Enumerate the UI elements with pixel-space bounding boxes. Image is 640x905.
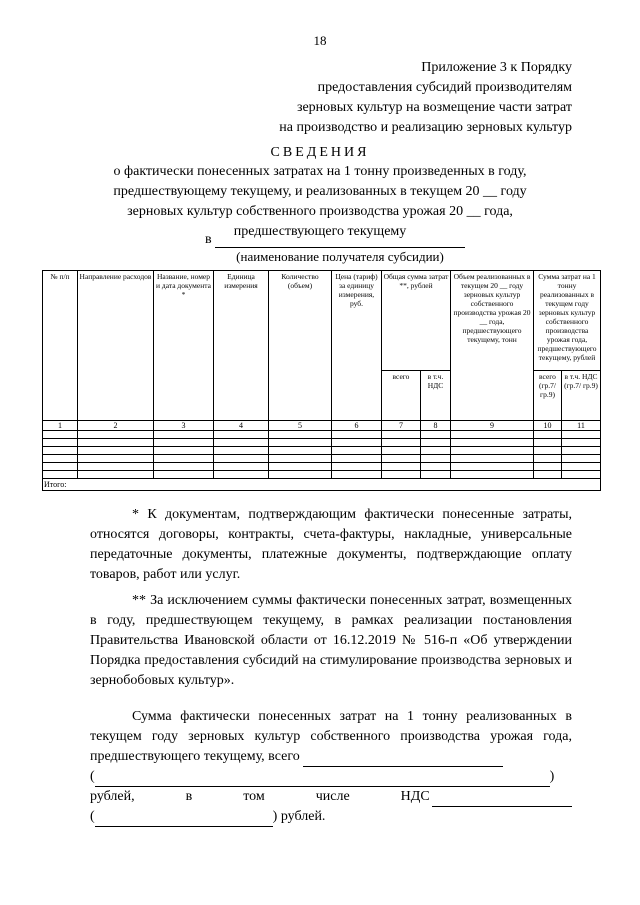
recipient-prefix: в bbox=[205, 232, 212, 247]
table-cell[interactable] bbox=[421, 439, 451, 447]
subtitle-line: предшествующему текущему, и реализованных в текущем 20 __ году bbox=[113, 184, 527, 199]
table-cell[interactable] bbox=[154, 471, 214, 479]
table-cell[interactable] bbox=[534, 447, 562, 455]
table-cell[interactable] bbox=[214, 431, 269, 439]
table-cell[interactable] bbox=[421, 431, 451, 439]
vat-words-line bbox=[90, 807, 572, 827]
table-cell[interactable] bbox=[332, 447, 382, 455]
subtitle-line: предшествующего текущему bbox=[233, 224, 407, 239]
header-cell: № п/п bbox=[43, 271, 78, 421]
table-cell[interactable] bbox=[534, 455, 562, 463]
expenses-table bbox=[42, 270, 601, 491]
table-cell[interactable] bbox=[269, 455, 332, 463]
column-number: 6 bbox=[332, 421, 382, 431]
table-cell[interactable] bbox=[534, 439, 562, 447]
header-cell: Название, номер и дата документа * bbox=[154, 271, 214, 421]
table-cell[interactable] bbox=[43, 439, 78, 447]
table-cell[interactable] bbox=[269, 471, 332, 479]
table-cell[interactable] bbox=[451, 431, 534, 439]
table-cell[interactable] bbox=[534, 431, 562, 439]
table-cell[interactable] bbox=[421, 463, 451, 471]
table-cell[interactable] bbox=[332, 471, 382, 479]
table-row bbox=[43, 431, 601, 439]
header-cell: Общая сумма затрат **, рублей bbox=[382, 271, 451, 371]
vat-blank[interactable] bbox=[432, 793, 572, 807]
header-cell: Объем реализованных в текущем 20 __ году зерновых культур собственного производства урожая 20 __ года, предшествующего текущему, тонн bbox=[451, 271, 534, 421]
total-words-line bbox=[90, 767, 572, 787]
table-cell[interactable] bbox=[43, 463, 78, 471]
vat-line bbox=[90, 787, 572, 807]
recipient-label: (наименование получателя субсидии) bbox=[236, 249, 444, 264]
table-cell[interactable] bbox=[43, 455, 78, 463]
table-cell[interactable] bbox=[78, 447, 154, 455]
table-cell[interactable] bbox=[214, 439, 269, 447]
vat-words-blank[interactable] bbox=[95, 813, 273, 827]
header-cell: всего (гр.7/ гр.9) bbox=[534, 371, 562, 421]
table-cell[interactable] bbox=[451, 463, 534, 471]
table-cell[interactable] bbox=[332, 463, 382, 471]
column-number: 3 bbox=[154, 421, 214, 431]
table-cell[interactable] bbox=[269, 439, 332, 447]
table-cell[interactable] bbox=[78, 455, 154, 463]
table-cell[interactable] bbox=[154, 439, 214, 447]
table-cell[interactable] bbox=[43, 447, 78, 455]
table-cell[interactable] bbox=[562, 439, 601, 447]
table-cell[interactable] bbox=[534, 463, 562, 471]
table-cell[interactable] bbox=[451, 471, 534, 479]
total-blank[interactable] bbox=[303, 753, 503, 767]
column-number: 9 bbox=[451, 421, 534, 431]
header-cell: в т.ч. НДС (гр.7/ гр.9) bbox=[562, 371, 601, 421]
table-cell[interactable] bbox=[154, 463, 214, 471]
table-cell[interactable] bbox=[421, 455, 451, 463]
column-number: 8 bbox=[421, 421, 451, 431]
table-cell[interactable] bbox=[382, 471, 421, 479]
table-cell[interactable] bbox=[332, 439, 382, 447]
appendix-line: на производство и реализацию зерновых культур bbox=[279, 120, 572, 135]
table-cell[interactable] bbox=[562, 447, 601, 455]
table-cell[interactable] bbox=[332, 455, 382, 463]
column-number: 10 bbox=[534, 421, 562, 431]
table-row bbox=[43, 455, 601, 463]
table-cell[interactable] bbox=[562, 463, 601, 471]
document-subtitle bbox=[80, 162, 560, 242]
table-cell[interactable] bbox=[269, 447, 332, 455]
header-cell: в т.ч. НДС bbox=[421, 371, 451, 421]
table-cell[interactable] bbox=[43, 471, 78, 479]
table-cell[interactable] bbox=[214, 463, 269, 471]
table-cell[interactable] bbox=[214, 447, 269, 455]
column-number: 7 bbox=[382, 421, 421, 431]
header-cell: Направление расходов bbox=[78, 271, 154, 421]
recipient-blank bbox=[215, 234, 465, 248]
table-cell[interactable] bbox=[562, 431, 601, 439]
column-number-row bbox=[43, 421, 601, 431]
column-number: 1 bbox=[43, 421, 78, 431]
notes-section bbox=[90, 505, 572, 827]
table-cell[interactable] bbox=[269, 431, 332, 439]
table-cell[interactable] bbox=[382, 447, 421, 455]
subtitle-line: зерновых культур собственного производства урожая 20 __ года, bbox=[127, 204, 513, 219]
table-cell[interactable] bbox=[78, 463, 154, 471]
table-cell[interactable] bbox=[214, 471, 269, 479]
table-row bbox=[43, 471, 601, 479]
table-cell[interactable] bbox=[78, 439, 154, 447]
content-flow bbox=[42, 270, 600, 827]
table-cell[interactable] bbox=[78, 431, 154, 439]
subtitle-line: о фактически понесенных затратах на 1 тонну произведенных в году, bbox=[113, 164, 527, 179]
table-cell[interactable] bbox=[382, 439, 421, 447]
total-words-blank[interactable] bbox=[95, 773, 550, 787]
table-cell[interactable] bbox=[562, 455, 601, 463]
column-number: 11 bbox=[562, 421, 601, 431]
footnote-documents: * К документам, подтверждающим фактически понесенные затраты, относятся договоры, контракты, счета-фактуры, накладные, универсальные передаточные документы, платежные документы, подтверждающие оплату товаров, работ или услуг. bbox=[90, 507, 572, 582]
appendix-line: предоставления субсидий производителям bbox=[317, 80, 572, 95]
table-cell[interactable] bbox=[451, 447, 534, 455]
appendix-line: зерновых культур на возмещение части затрат bbox=[296, 100, 572, 115]
table-cell[interactable] bbox=[154, 431, 214, 439]
table-cell[interactable] bbox=[562, 471, 601, 479]
total-row: Итого: bbox=[43, 479, 601, 491]
rub-label: ) рублей. bbox=[272, 809, 326, 824]
table-cell[interactable] bbox=[451, 455, 534, 463]
header-cell: Цена (тариф) за единицу измерения, руб. bbox=[332, 271, 382, 421]
table-cell[interactable] bbox=[154, 447, 214, 455]
header-cell: всего bbox=[382, 371, 421, 421]
column-number: 2 bbox=[78, 421, 154, 431]
table-cell[interactable] bbox=[154, 455, 214, 463]
table-cell[interactable] bbox=[332, 431, 382, 439]
table-cell[interactable] bbox=[421, 471, 451, 479]
paren-open: ( bbox=[90, 809, 95, 824]
table-row bbox=[43, 463, 601, 471]
appendix-header bbox=[279, 58, 572, 138]
table-cell[interactable] bbox=[382, 455, 421, 463]
table-cell[interactable] bbox=[269, 463, 332, 471]
table-row bbox=[43, 447, 601, 455]
table-cell[interactable] bbox=[78, 471, 154, 479]
header-cell: Сумма затрат на 1 тонну реализованных в текущем году зерновых культур собственного производства урожая года, предшествующего текущему, рублей bbox=[534, 271, 601, 371]
table-cell[interactable] bbox=[382, 463, 421, 471]
footnote-exclusion: ** За исключением суммы фактически понесенных затрат, возмещенных в году, предшествующем текущему, в рамках реализации постановления Правительства Ивановской области от 16.12.2019 № 516-п «Об утверждении Порядка предоставления субсидий на стимулирование производства зерновых и зернобобовых культур». bbox=[90, 593, 572, 688]
document-title: СВЕДЕНИЯ bbox=[270, 145, 370, 160]
table-cell[interactable] bbox=[534, 471, 562, 479]
table-cell[interactable] bbox=[451, 439, 534, 447]
table-row bbox=[43, 439, 601, 447]
page-number: 18 bbox=[313, 33, 327, 48]
cost-summary bbox=[90, 707, 572, 767]
appendix-line: Приложение 3 к Порядку bbox=[421, 60, 572, 75]
recipient-field bbox=[205, 232, 465, 248]
summary-text: Сумма фактически понесенных затрат на 1 тонну реализованных в текущем году зерновых культур собственного производства урожая года, предшествующего текущему, всего bbox=[90, 709, 572, 764]
table-cell[interactable] bbox=[43, 431, 78, 439]
table-cell[interactable] bbox=[421, 447, 451, 455]
header-cell: Количество (объем) bbox=[269, 271, 332, 421]
paren-close: ) bbox=[549, 769, 555, 784]
paren-open: ( bbox=[90, 769, 95, 784]
vat-text: рублей, в том числе НДС bbox=[90, 789, 430, 804]
column-number: 4 bbox=[214, 421, 269, 431]
column-number: 5 bbox=[269, 421, 332, 431]
table-cell[interactable] bbox=[382, 431, 421, 439]
header-cell: Единица измерения bbox=[214, 271, 269, 421]
table-cell[interactable] bbox=[214, 455, 269, 463]
